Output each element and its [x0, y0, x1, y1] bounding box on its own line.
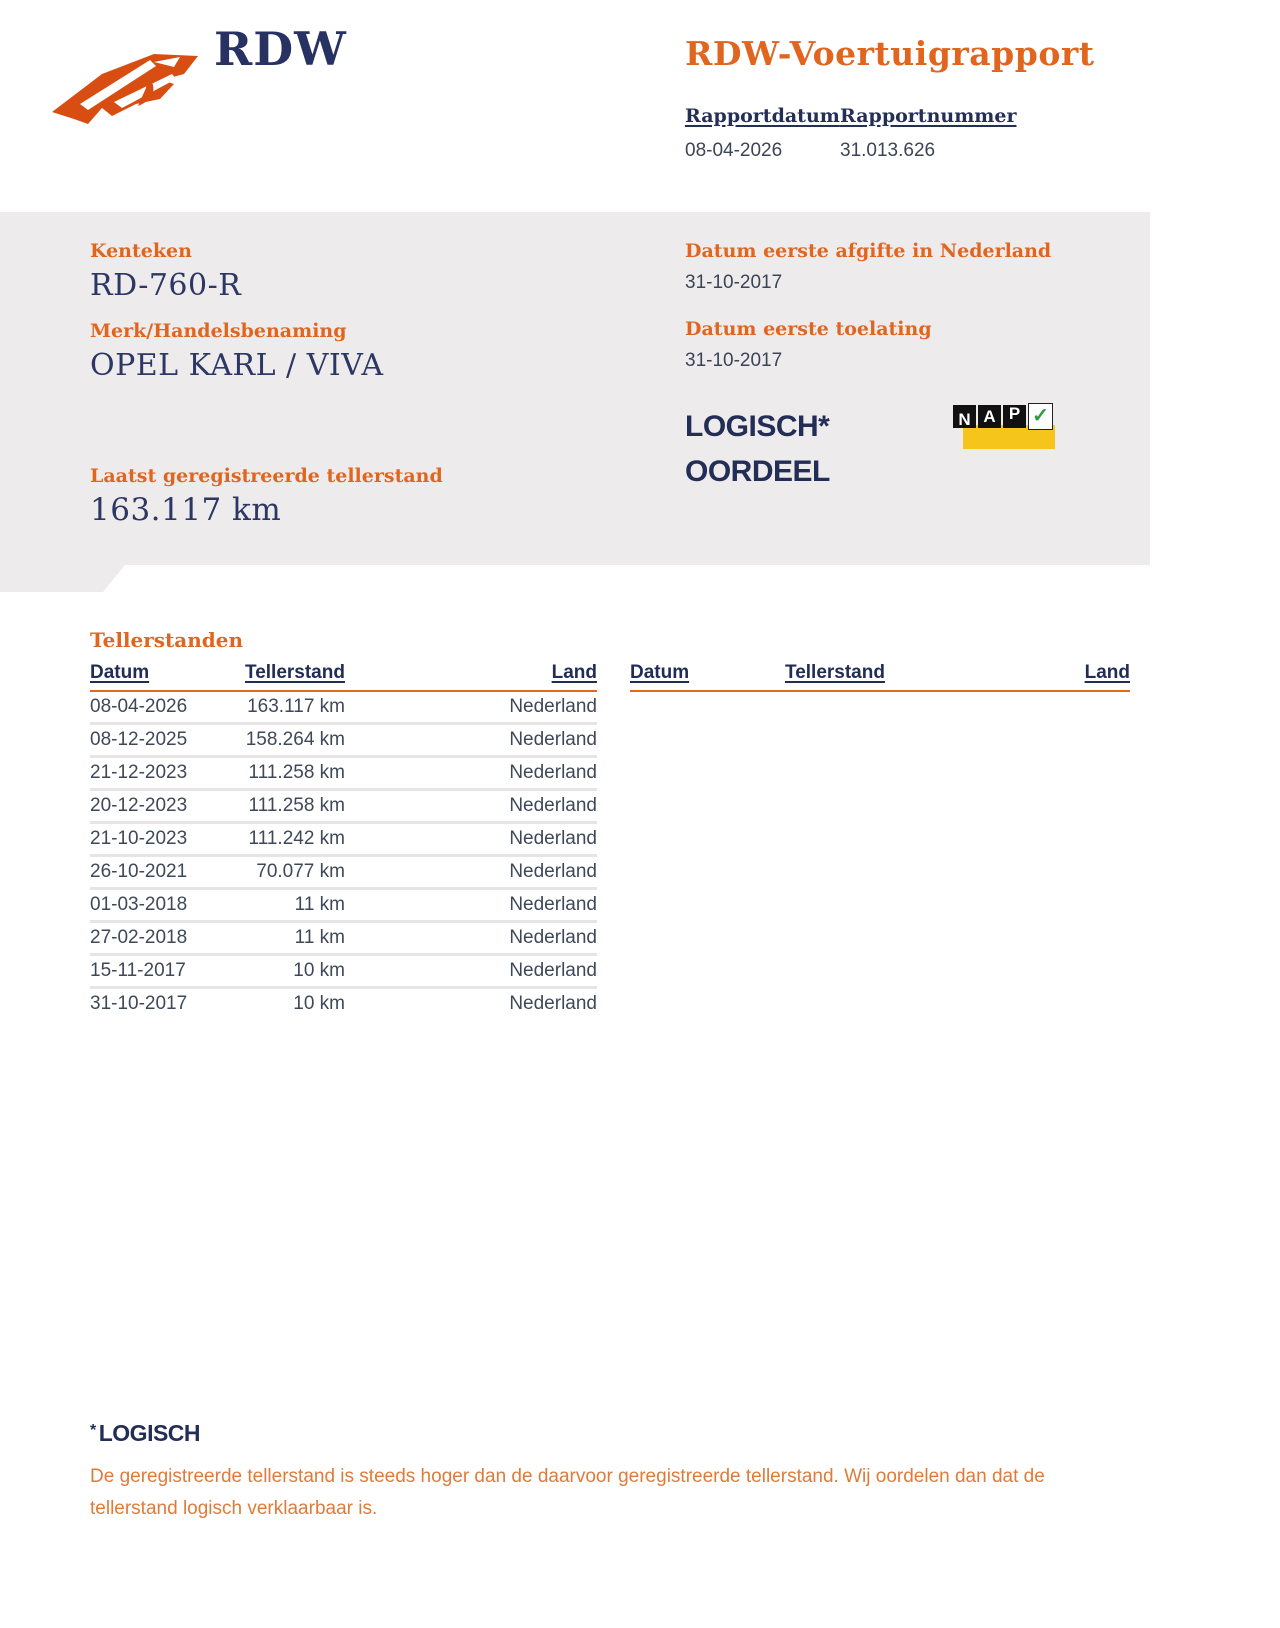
cell-land: Nederland: [509, 729, 597, 750]
cell-teller: 158.264 km: [245, 729, 345, 750]
col-header-datum: Datum: [90, 662, 150, 683]
report-number-value: 31.013.626: [840, 140, 936, 161]
cell-land: Nederland: [509, 828, 597, 849]
cell-datum: 31-10-2017: [90, 993, 188, 1014]
cell-datum: 08-04-2026: [90, 696, 188, 717]
page-title: RDW-Voertuigrapport: [685, 34, 1095, 73]
cell-land: Nederland: [509, 762, 597, 783]
table-row: [90, 824, 597, 857]
asterisk: *: [90, 1422, 96, 1439]
cell-datum: 27-02-2018: [90, 927, 188, 948]
section-title: Tellerstanden: [90, 628, 244, 652]
cell-datum: 15-11-2017: [90, 960, 186, 981]
cell-datum: 20-12-2023: [90, 795, 188, 816]
afgifte-value: 31-10-2017: [685, 272, 783, 293]
cell-land: Nederland: [509, 894, 597, 915]
nap-letter-p: P: [1003, 405, 1026, 428]
cell-teller: 111.258 km: [248, 795, 345, 816]
merk-value: OPEL KARL / VIVA: [90, 348, 384, 383]
cell-teller: 163.117 km: [247, 696, 345, 717]
afgifte-label: Datum eerste afgifte in Nederland: [685, 240, 1052, 262]
nap-letter-a: A: [978, 405, 1001, 428]
table-body: [90, 692, 597, 1019]
cell-teller: 11 km: [294, 894, 345, 915]
col-header-datum: Datum: [630, 662, 690, 683]
cell-datum: 21-12-2023: [90, 762, 188, 783]
table-row: [90, 725, 597, 758]
tellerstanden-table-left: [90, 628, 597, 1019]
cell-datum: 21-10-2023: [90, 828, 188, 849]
report-date-value: 08-04-2026: [685, 140, 783, 161]
cell-datum: 01-03-2018: [90, 894, 188, 915]
logisch-footnote: [90, 1420, 1050, 1525]
toelating-label: Datum eerste toelating: [685, 318, 932, 340]
col-header-tellerstand: Tellerstand: [245, 662, 345, 683]
report-number-label: Rapportnummer: [840, 105, 1017, 127]
footnote-title: * LOGISCH: [90, 1420, 201, 1446]
cell-land: Nederland: [509, 960, 597, 981]
nap-logo: [953, 403, 1057, 455]
tellerstanden-section: [90, 628, 1130, 1019]
rdw-logo-icon: [50, 44, 202, 136]
cell-land: Nederland: [509, 927, 597, 948]
col-header-tellerstand: Tellerstand: [785, 662, 885, 683]
table-header: [90, 662, 597, 692]
cell-teller: 111.242 km: [248, 828, 345, 849]
tellerstand-label: Laatst geregistreerde tellerstand: [90, 465, 443, 487]
report-date-label: Rapportdatum: [685, 105, 840, 127]
table-row: [90, 956, 597, 989]
table-header: [630, 662, 1130, 692]
merk-label: Merk/Handelsbenaming: [90, 320, 347, 342]
footnote-body: De geregistreerde tellerstand is steeds hoger dan de daarvoor geregistreerde tellerstand. Wij oordelen dan dat de tellerstand logisch verklaarbaar is.: [90, 1466, 1045, 1519]
col-header-land: Land: [551, 662, 597, 683]
cell-teller: 11 km: [294, 927, 345, 948]
cell-datum: 08-12-2025: [90, 729, 188, 750]
oordeel-line2: OORDEEL: [685, 455, 830, 488]
table-row: [90, 923, 597, 956]
cell-datum: 26-10-2021: [90, 861, 188, 882]
cell-teller: 111.258 km: [248, 762, 345, 783]
table-row: [90, 890, 597, 923]
nap-check-icon: ✓: [1028, 403, 1053, 430]
tellerstand-value: 163.117 km: [90, 492, 282, 528]
tellerstanden-table-right: [630, 628, 1130, 1019]
col-header-land: Land: [1084, 662, 1130, 683]
table-row: [90, 857, 597, 890]
table-row: [90, 989, 597, 1019]
cell-teller: 70.077 km: [256, 861, 345, 882]
toelating-value: 31-10-2017: [685, 350, 783, 371]
table-row: [90, 758, 597, 791]
table-row: [90, 791, 597, 824]
cell-teller: 10 km: [293, 993, 345, 1014]
rdw-logo-text: RDW: [214, 22, 347, 76]
kenteken-value: RD-760-R: [90, 268, 242, 303]
cell-land: Nederland: [509, 993, 597, 1014]
cell-land: Nederland: [509, 861, 597, 882]
cell-land: Nederland: [509, 795, 597, 816]
table-row: [90, 692, 597, 725]
nap-letter-n: N: [953, 405, 976, 428]
oordeel-line1: LOGISCH*: [685, 410, 830, 443]
kenteken-label: Kenteken: [90, 240, 192, 262]
cell-teller: 10 km: [293, 960, 345, 981]
cell-land: Nederland: [509, 696, 597, 717]
